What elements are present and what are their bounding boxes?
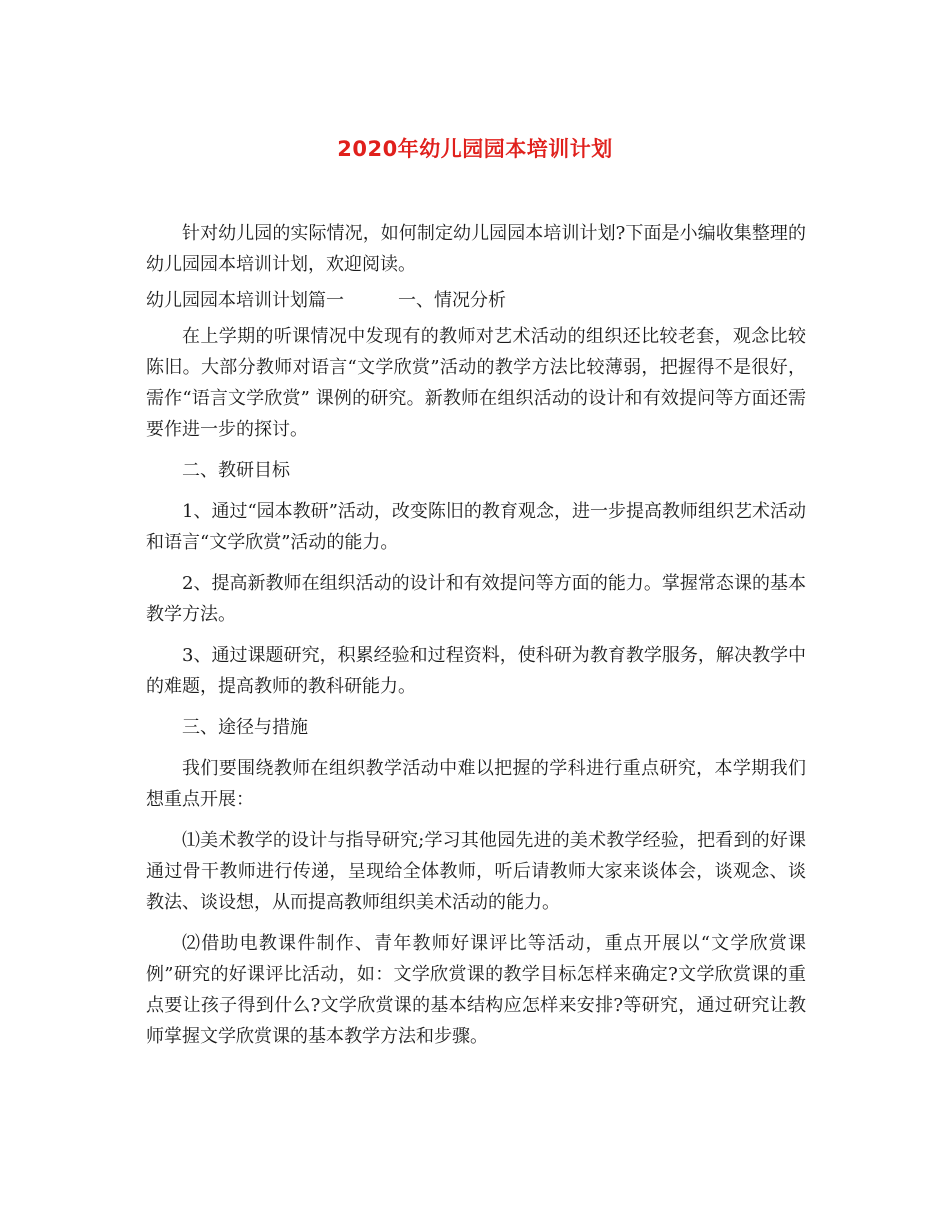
document-body <box>146 218 806 1062</box>
section-heading-goals: 二、教研目标 <box>182 460 290 481</box>
document-title: 2020年幼儿园园本培训计划 <box>337 137 613 161</box>
situation-paragraph: 在上学期的听课情况中发现有的教师对艺术活动的组织还比较老套，观念比较陈旧。大部分教师对语言“文学欣赏”活动的教学方法比较薄弱，把握得不是很好，需作“语言文学欣赏” 课例的研究。新教师在组织活动的设计和有效提问等方面还需要作进一步的探讨。 <box>146 326 806 440</box>
intro-paragraph: 针对幼儿园的实际情况，如何制定幼儿园园本培训计划?下面是小编收集整理的幼儿园园本培训计划，欢迎阅读。 <box>146 223 806 275</box>
goal-item-1: 1、通过“园本教研”活动，改变陈旧的教育观念，进一步提高教师组织艺术活动和语言“文学欣赏”活动的能力。 <box>146 501 806 553</box>
measure-item-1: ⑴美术教学的设计与指导研究;学习其他园先进的美术教学经验，把看到的好课通过骨干教师进行传递，呈现给全体教师，听后请教师大家来谈体会，谈观念、谈教法、谈设想，从而提高教师组织美术活动的能力。 <box>146 830 806 913</box>
goal-item-2: 2、提高新教师在组织活动的设计和有效提问等方面的能力。掌握常态课的基本教学方法。 <box>146 573 806 625</box>
section-heading-situation: 幼儿园园本培训计划篇一 一、情况分析 <box>146 290 506 311</box>
goal-item-3: 3、通过课题研究，积累经验和过程资料，使科研为教育教学服务，解决教学中的难题，提高教师的教科研能力。 <box>146 645 806 697</box>
measure-item-2: ⑵借助电教课件制作、青年教师好课评比等活动，重点开展以“文学欣赏课例”研究的好课评比活动，如：文学欣赏课的教学目标怎样来确定?文学欣赏课的重点要让孩子得到什么?文学欣赏课的基本结构应怎样来安排?等研究，通过研究让教师掌握文学欣赏课的基本教学方法和步骤。 <box>146 933 806 1047</box>
measures-intro: 我们要围绕教师在组织教学活动中难以把握的学科进行重点研究，本学期我们想重点开展： <box>146 758 806 810</box>
section-heading-measures: 三、途径与措施 <box>182 717 308 738</box>
